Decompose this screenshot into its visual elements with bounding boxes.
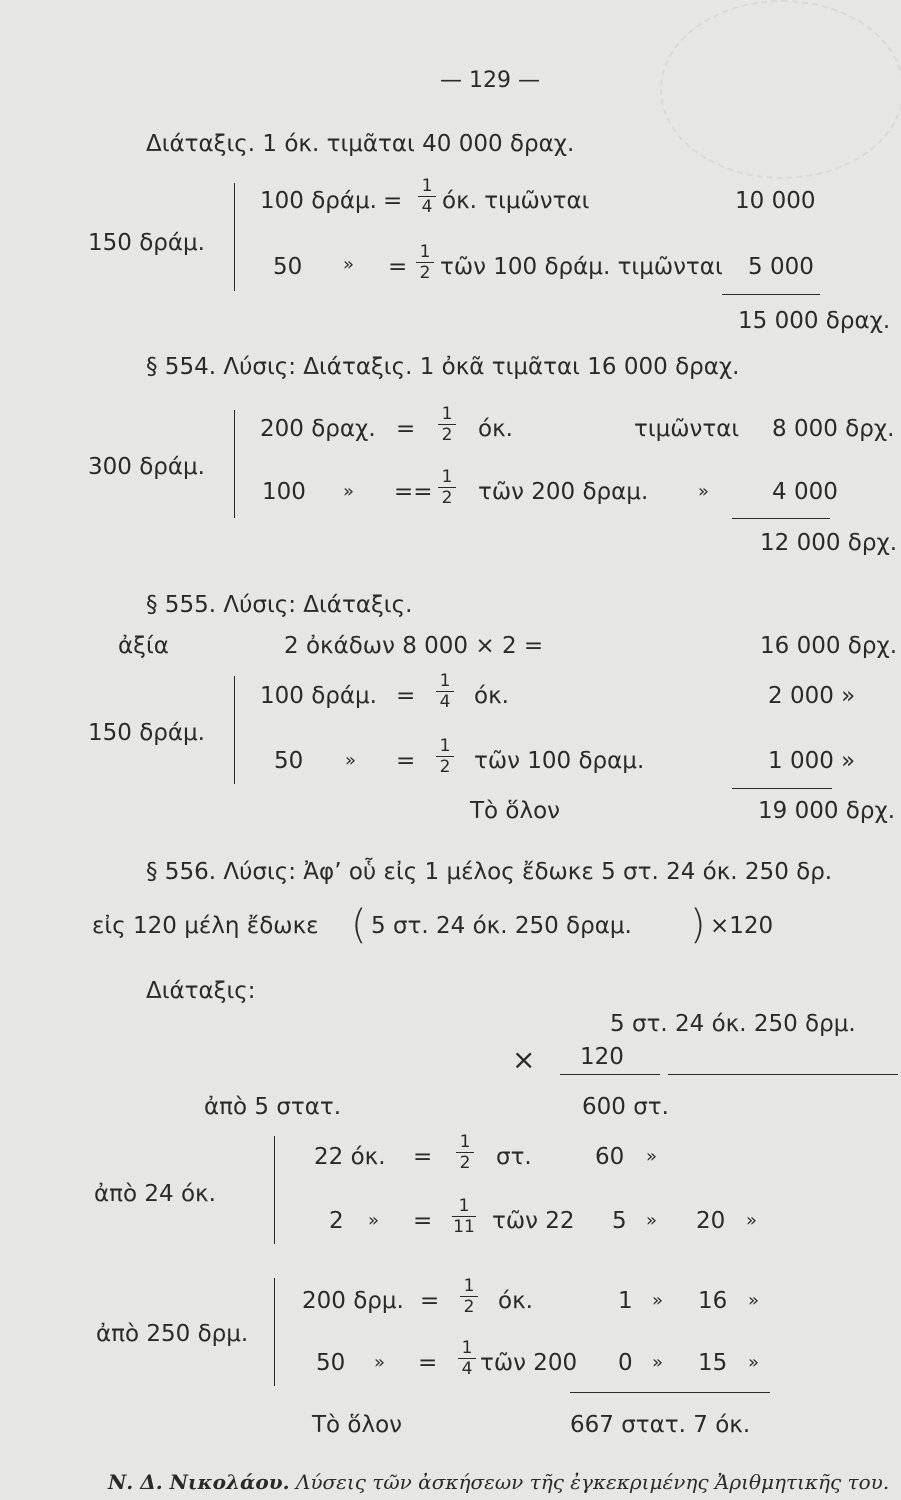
- footer-title: Λύσεις τῶν ἀσκήσεων τῆς ἐγκεκριμένης Ἀριθμητικῆς του.: [295, 1470, 890, 1494]
- sec3-brace: [224, 676, 235, 784]
- multiply-sign: ×: [512, 1043, 536, 1076]
- sec4-r2-fraction: [452, 1198, 476, 1236]
- sec4-line2-c: ×120: [710, 913, 774, 939]
- numerator: 1: [419, 242, 431, 262]
- sec4-r4-v1: 0: [618, 1350, 633, 1376]
- sec4-r2-v3: 20: [696, 1208, 726, 1234]
- denominator: 2: [419, 263, 431, 283]
- sec2-row2-b: τῶν 200 δραμ.: [478, 479, 649, 505]
- sec3-row1-fraction: [436, 673, 454, 711]
- sec4-r3-a: 200 δρμ.: [302, 1288, 404, 1314]
- denominator: 2: [441, 488, 453, 508]
- sec3-axia-label: ἀξία: [118, 633, 169, 659]
- numerator: 1: [463, 1276, 475, 1296]
- sec3-row2-a: 50: [274, 748, 304, 774]
- sec2-row1-c: τιμῶνται: [634, 416, 740, 442]
- sec4-r1-eq: =: [413, 1144, 433, 1170]
- denominator: 2: [463, 1297, 475, 1317]
- sec4-diataxis: Διάταξις:: [146, 978, 256, 1004]
- sec4-apo5-val: 600 στ.: [582, 1094, 669, 1120]
- sec1-row1-b: όκ. τιμῶνται: [442, 188, 590, 214]
- sec4-r2-v1: 5: [612, 1208, 627, 1234]
- sec3-row1-a: 100 δράμ.: [260, 683, 377, 709]
- sec4-r4-a: 50: [316, 1350, 346, 1376]
- ditto-mark: »: [368, 1210, 380, 1231]
- footer: [108, 1470, 889, 1494]
- sec4-r2-b: τῶν 22: [492, 1208, 575, 1234]
- sec4-r3-fraction: [460, 1278, 478, 1316]
- sec3-row2-b: τῶν 100 δραμ.: [474, 748, 645, 774]
- footer-author: Ν. Δ. Νικολάου.: [108, 1470, 290, 1494]
- sec4-r4-v3: 15: [698, 1350, 728, 1376]
- ditto-mark: »: [343, 254, 355, 275]
- sum-rule: [570, 1392, 770, 1393]
- sec4-r3-v1: 1: [618, 1288, 633, 1314]
- denominator: 4: [461, 1359, 473, 1379]
- sec3-row2-fraction: [436, 738, 454, 776]
- sec1-row2-b: τῶν 100 δράμ. τιμῶνται: [440, 254, 723, 280]
- sec4-brace-250: [264, 1278, 275, 1386]
- sec4-r2-eq: =: [413, 1208, 433, 1234]
- sec4-line2-a: εἰς 120 μέλη ἔδωκε: [92, 913, 319, 939]
- sec2-row2-eq: ==: [394, 479, 433, 505]
- sec3-row1-val: 2 000 »: [768, 683, 856, 709]
- ditto-mark: »: [374, 1352, 386, 1373]
- sec2-brace: [224, 410, 235, 518]
- sec2-left-label: 300 δράμ.: [88, 454, 205, 480]
- ditto-mark: »: [746, 1210, 758, 1231]
- sec4-r3-b: όκ.: [498, 1288, 533, 1314]
- sec2-row1-fraction: [438, 406, 456, 444]
- ditto-mark: »: [652, 1290, 664, 1311]
- sec4-r1-a: 22 όκ.: [314, 1144, 386, 1170]
- mult-rule: [668, 1074, 898, 1075]
- sec2-row1-a: 200 δραχ.: [260, 416, 376, 442]
- sec4-apo250-label: ἀπὸ 250 δρμ.: [96, 1321, 249, 1347]
- sec2-line1: § 554. Λύσις: Διάταξις. 1 ὀκᾶ τιμᾶται 16 000 δραχ.: [146, 354, 740, 380]
- ditto-mark: »: [652, 1352, 664, 1373]
- sec4-r4-b: τῶν 200: [480, 1350, 578, 1376]
- numerator: 1: [439, 671, 451, 691]
- sec2-row1-b: όκ.: [478, 416, 513, 442]
- sec1-row1-a: 100 δράμ.: [260, 188, 377, 214]
- sec3-row1-eq: =: [396, 683, 416, 709]
- sec4-mult-by: 120: [580, 1044, 624, 1070]
- sec3-total-label: Τὸ ὅλον: [470, 798, 561, 824]
- sec3-axia-val: 16 000 δρχ.: [760, 633, 898, 659]
- sec4-apo5-label: ἀπὸ 5 στατ.: [204, 1094, 342, 1120]
- sec3-axia-expr: 2 ὀκάδων 8 000 × 2 =: [284, 633, 544, 659]
- sec1-row2-a: 50: [273, 254, 303, 280]
- numerator: 1: [459, 1132, 471, 1152]
- sec3-row2-eq: =: [396, 748, 416, 774]
- denominator: 4: [421, 197, 433, 217]
- denominator: 4: [439, 692, 451, 712]
- sec1-brace: [224, 183, 235, 291]
- numerator: 1: [441, 467, 453, 487]
- sec4-line1: § 556. Λύσις: Ἀφ’ οὗ εἰς 1 μέλος ἔδωκε 5 στ. 24 όκ. 250 δρ.: [146, 859, 833, 885]
- right-paren: ): [690, 902, 706, 948]
- sec4-r1-v1: 60: [595, 1144, 625, 1170]
- library-stamp: [660, 0, 901, 179]
- denominator: 2: [439, 757, 451, 777]
- sec4-r2-a: 2: [329, 1208, 344, 1234]
- sec2-row2-fraction: [438, 469, 456, 507]
- denominator: 11: [453, 1217, 475, 1237]
- sec2-row1-val: 8 000 δρχ.: [772, 416, 895, 442]
- numerator: 1: [439, 736, 451, 756]
- ditto-mark: »: [748, 1290, 760, 1311]
- sec1-left-label: 150 δράμ.: [88, 230, 205, 256]
- sec4-r1-b: στ.: [496, 1144, 532, 1170]
- ditto-mark: »: [748, 1352, 760, 1373]
- sec2-row1-eq: =: [396, 416, 416, 442]
- page-number: — 129 —: [440, 68, 540, 93]
- sec2-total: 12 000 δρχ.: [760, 530, 898, 556]
- left-paren: (: [351, 902, 367, 948]
- sum-rule: [722, 294, 820, 295]
- sec4-total: 667 στατ. 7 όκ.: [570, 1412, 751, 1438]
- sec1-line1: Διάταξις. 1 όκ. τιμᾶται 40 000 δραχ.: [146, 131, 575, 157]
- sec4-apo24-label: ἀπὸ 24 όκ.: [94, 1181, 216, 1207]
- denominator: 2: [441, 425, 453, 445]
- ditto-mark: »: [343, 481, 355, 502]
- sec4-r1-fraction: [456, 1134, 474, 1172]
- sec4-r3-eq: =: [420, 1288, 440, 1314]
- sec1-row1-fraction: [418, 178, 436, 216]
- ditto-mark: »: [646, 1210, 658, 1231]
- numerator: 1: [461, 1338, 473, 1358]
- sec3-row1-b: όκ.: [474, 683, 509, 709]
- sec2-row2-val: 4 000: [772, 479, 838, 505]
- sec3-row2-val: 1 000 »: [768, 748, 856, 774]
- sec3-line1: § 555. Λύσις: Διάταξις.: [146, 592, 413, 618]
- sec1-total: 15 000 δραχ.: [738, 308, 891, 334]
- sec4-mult-top: 5 στ. 24 όκ. 250 δρμ.: [610, 1011, 856, 1037]
- sec1-row1-val: 10 000: [735, 188, 816, 214]
- sum-rule: [732, 518, 830, 519]
- sec4-brace-24: [264, 1136, 275, 1244]
- sec1-row1-eq: =: [383, 188, 403, 214]
- sum-rule: [732, 788, 832, 789]
- sec4-total-label: Τὸ ὅλον: [312, 1412, 403, 1438]
- sec4-line2-b: 5 στ. 24 όκ. 250 δραμ.: [371, 913, 632, 939]
- sec1-row2-eq: =: [388, 254, 408, 280]
- mult-rule: [560, 1074, 660, 1075]
- sec3-left-label: 150 δράμ.: [88, 720, 205, 746]
- numerator: 1: [441, 404, 453, 424]
- ditto-mark: »: [646, 1146, 658, 1167]
- denominator: 2: [459, 1153, 471, 1173]
- numerator: 1: [421, 176, 433, 196]
- sec3-total: 19 000 δρχ.: [758, 798, 896, 824]
- numerator: 1: [458, 1196, 470, 1216]
- ditto-mark: »: [698, 481, 710, 502]
- sec2-row2-a: 100: [262, 479, 306, 505]
- sec4-r4-fraction: [458, 1340, 476, 1378]
- sec1-row2-val: 5 000: [748, 254, 814, 280]
- sec1-row2-fraction: [416, 244, 434, 282]
- sec4-r4-eq: =: [418, 1350, 438, 1376]
- ditto-mark: »: [345, 750, 357, 771]
- sec4-r3-v3: 16: [698, 1288, 728, 1314]
